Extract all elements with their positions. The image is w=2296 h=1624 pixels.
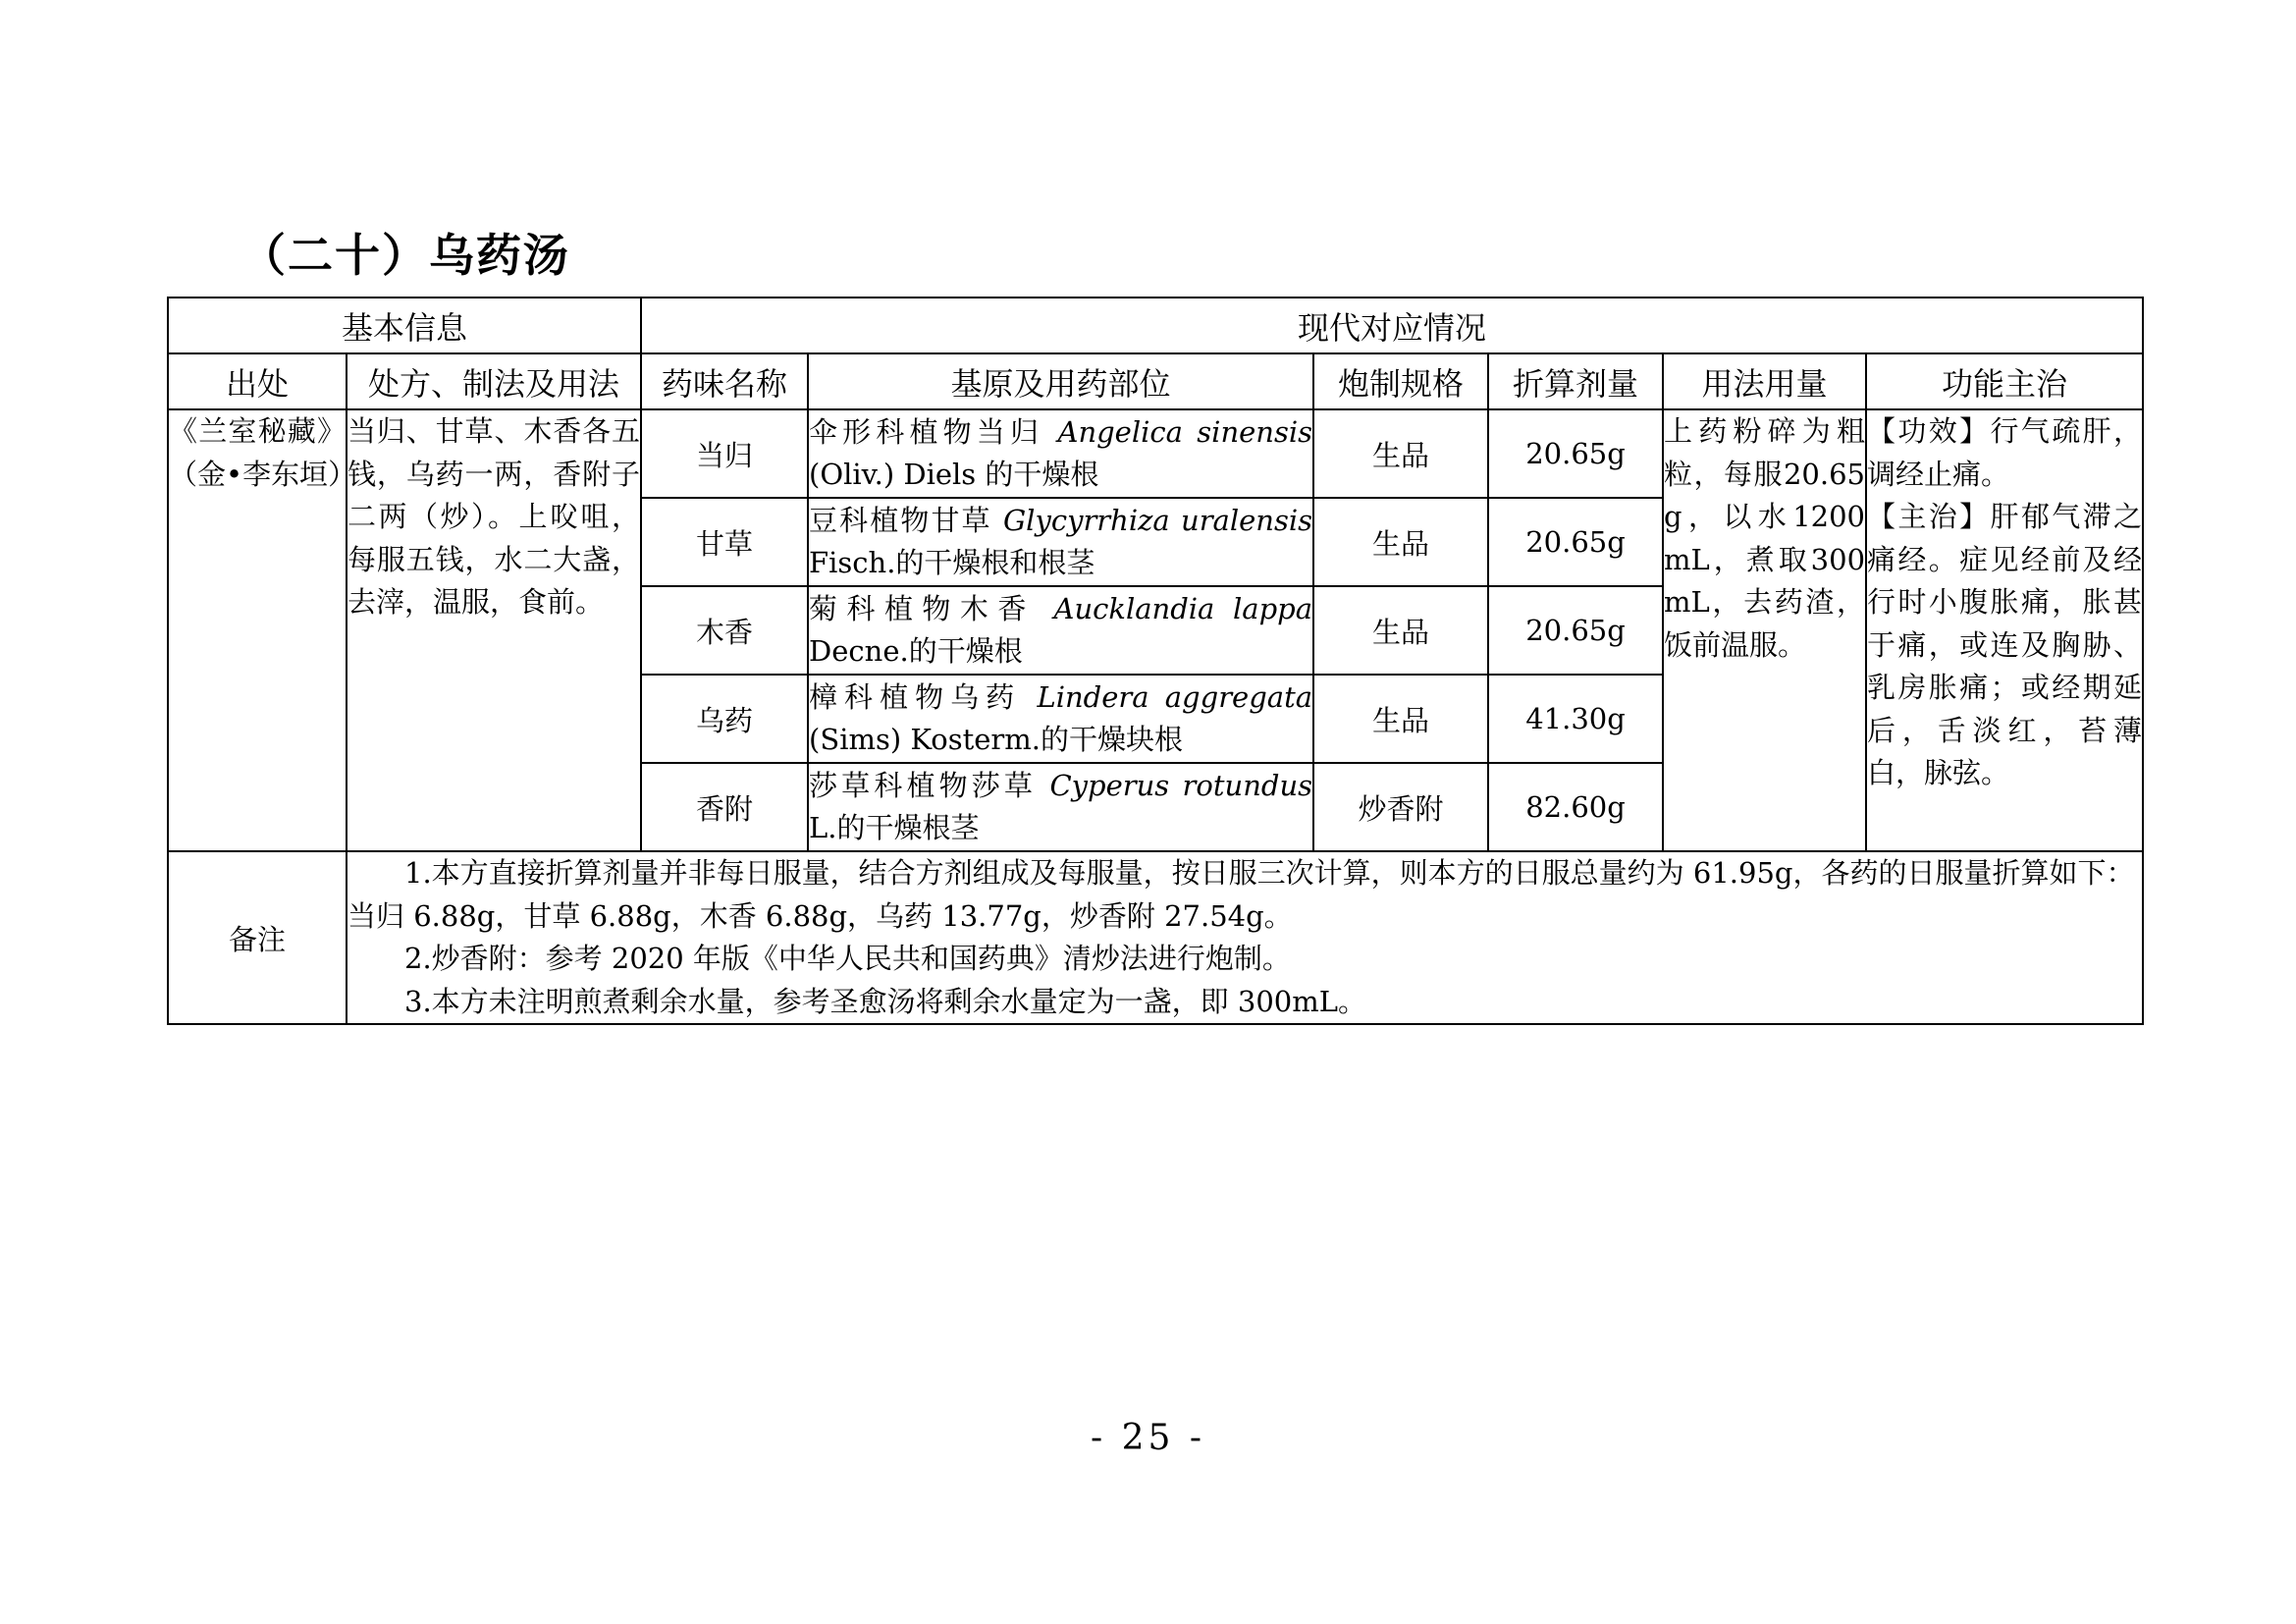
- column-header-row: [168, 353, 2143, 409]
- page-number: - 25 -: [1090, 1418, 1206, 1458]
- dose-cell: 41.30g: [1488, 675, 1663, 763]
- processing-column-header: 炮制规格: [1313, 353, 1488, 409]
- origin-column-header: 基原及用药部位: [808, 353, 1313, 409]
- notes-row: [168, 851, 2143, 1024]
- modern-header: 现代对应情况: [641, 298, 2143, 353]
- dose-cell: 20.65g: [1488, 586, 1663, 675]
- origin-part: Fisch.的干燥根和根茎: [809, 546, 1095, 579]
- herb-name-cell: 当归: [641, 409, 808, 498]
- source-cell: 《兰室秘藏》（金•李东垣）: [168, 409, 347, 851]
- herb-row: [168, 409, 2143, 498]
- note-line: 3.本方未注明煎煮剩余水量，参考圣愈汤将剩余水量定为一盏，即 300mL。: [404, 984, 1366, 1018]
- processing-cell: 生品: [1313, 675, 1488, 763]
- origin-part: L.的干燥根茎: [809, 811, 980, 844]
- prescription-cell: 当归、甘草、木香各五钱，乌药一两，香附子二两（炒）。上㕮咀，每服五钱，水二大盏，去滓，温服，食前。: [347, 409, 641, 851]
- function-column-header: 功能主治: [1866, 353, 2143, 409]
- processing-cell: 生品: [1313, 409, 1488, 498]
- effect-label: 【功效】: [1867, 414, 1991, 448]
- function-cell: [1866, 409, 2143, 851]
- processing-cell: 生品: [1313, 498, 1488, 586]
- prescription-column-header: 处方、制法及用法: [347, 353, 641, 409]
- origin-latin-name: Cyperus rotundus: [1049, 769, 1312, 802]
- usage-column-header: 用法用量: [1663, 353, 1866, 409]
- herb-origin-cell: [808, 586, 1313, 675]
- origin-chinese: 伞形科植物当归: [809, 415, 1044, 449]
- herb-origin-cell: [808, 675, 1313, 763]
- origin-part: Decne.的干燥根: [809, 634, 1023, 668]
- processing-cell: 炒香附: [1313, 763, 1488, 851]
- origin-latin-name: Angelica sinensis: [1057, 415, 1313, 449]
- note-line: 当归 6.88g，甘草 6.88g，木香 6.88g，乌药 13.77g，炒香附 27.54g。: [347, 898, 1293, 933]
- dose-cell: 82.60g: [1488, 763, 1663, 851]
- origin-chinese: 菊科植物木香: [809, 592, 1036, 625]
- origin-part: (Sims) Kosterm.的干燥块根: [809, 723, 1184, 756]
- processing-cell: 生品: [1313, 586, 1488, 675]
- group-header-row: [168, 298, 2143, 353]
- origin-latin-name: Aucklandia lappa: [1053, 592, 1313, 625]
- herb-name-cell: 木香: [641, 586, 808, 675]
- dose-cell: 20.65g: [1488, 498, 1663, 586]
- note-line: 2.炒香附：参考 2020 年版《中华人民共和国药典》清炒法进行炮制。: [404, 942, 1291, 975]
- herb-origin-cell: [808, 409, 1313, 498]
- dose-cell: 20.65g: [1488, 409, 1663, 498]
- origin-latin-name: Lindera aggregata: [1037, 680, 1313, 714]
- indication-text: 肝郁气滞之痛经。症见经前及经行时小腹胀痛，胀甚于痛，或连及胸胁、乳房胀痛；或经期延后，舌淡红，苔薄白，脉弦。: [1867, 500, 2143, 789]
- basic-info-header: 基本信息: [168, 298, 641, 353]
- origin-part: (Oliv.) Diels 的干燥根: [809, 458, 1099, 491]
- effect-text: 行气疏肝，调经止痛。: [1867, 414, 2143, 491]
- note-line: 1.本方直接折算剂量并非每日服量，结合方剂组成及每服量，按日服三次计算，则本方的日服总量约为 61.95g，各药的日服量折算如下：: [404, 856, 2135, 890]
- herb-name-cell: 乌药: [641, 675, 808, 763]
- origin-chinese: 樟科植物乌药: [809, 680, 1022, 714]
- prescription-table: [167, 297, 2144, 1025]
- herb-name-column-header: 药味名称: [641, 353, 808, 409]
- notes-label-cell: 备注: [168, 851, 347, 1024]
- origin-chinese: 豆科植物甘草: [809, 504, 992, 537]
- indication-label: 【主治】: [1867, 500, 1991, 533]
- notes-cell: [347, 851, 2143, 1024]
- herb-name-cell: 甘草: [641, 498, 808, 586]
- source-column-header: 出处: [168, 353, 347, 409]
- section-title: （二十）乌药汤: [240, 229, 570, 282]
- herb-name-cell: 香附: [641, 763, 808, 851]
- usage-cell: 上药粉碎为粗粒，每服20.65g，以水1200mL，煮取300mL，去药渣，饭前温服。: [1663, 409, 1866, 851]
- herb-origin-cell: [808, 498, 1313, 586]
- herb-origin-cell: [808, 763, 1313, 851]
- origin-chinese: 莎草科植物莎草: [809, 769, 1038, 802]
- origin-latin-name: Glycyrrhiza uralensis: [1003, 504, 1313, 537]
- dose-column-header: 折算剂量: [1488, 353, 1663, 409]
